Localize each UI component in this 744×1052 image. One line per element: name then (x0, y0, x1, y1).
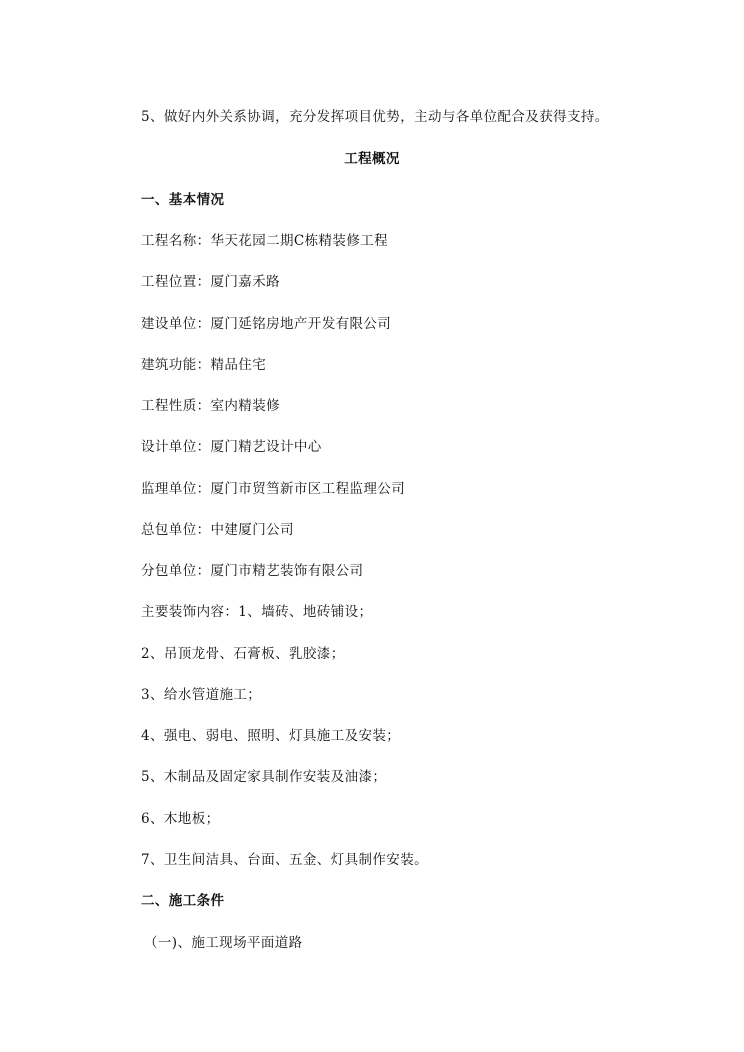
subsection-site-roads: （一)、施工现场平面道路 (144, 935, 303, 951)
content-item-7: 7、卫生间洁具、台面、五金、灯具制作安装。 (141, 852, 428, 868)
supervisor-line: 监理单位：厦门市贸筜新市区工程监理公司 (141, 481, 406, 497)
intro-line: 5、做好内外关系协调，充分发挥项目优势，主动与各单位配合及获得支持。 (141, 109, 609, 125)
content-item-1: 主要装饰内容：1、墙砖、地砖铺设； (141, 604, 373, 620)
content-item-4: 4、强电、弱电、照明、灯具施工及安装； (141, 728, 401, 744)
project-nature-line: 工程性质：室内精装修 (141, 398, 280, 414)
project-location-line: 工程位置：厦门嘉禾路 (141, 274, 280, 290)
project-name-line: 工程名称：华天花园二期C栋精装修工程 (141, 233, 389, 249)
content-item-5: 5、木制品及固定家具制作安装及油漆； (141, 769, 387, 785)
general-contractor-line: 总包单位：中建厦门公司 (141, 522, 294, 538)
section-heading-basic-info: 一、基本情况 (141, 192, 225, 208)
designer-line: 设计单位：厦门精艺设计中心 (141, 439, 322, 455)
content-item-2: 2、吊顶龙骨、石膏板、乳胶漆； (141, 646, 345, 662)
subcontractor-line: 分包单位：厦门市精艺装饰有限公司 (141, 563, 364, 579)
building-function-line: 建筑功能：精品住宅 (141, 357, 267, 373)
content-item-3: 3、给水管道施工； (141, 687, 262, 703)
section-heading-construction-conditions: 二、施工条件 (141, 893, 225, 909)
document-title: 工程概况 (344, 151, 400, 167)
content-item-6: 6、木地板； (141, 811, 220, 827)
owner-line: 建设单位：厦门延铭房地产开发有限公司 (141, 316, 392, 332)
